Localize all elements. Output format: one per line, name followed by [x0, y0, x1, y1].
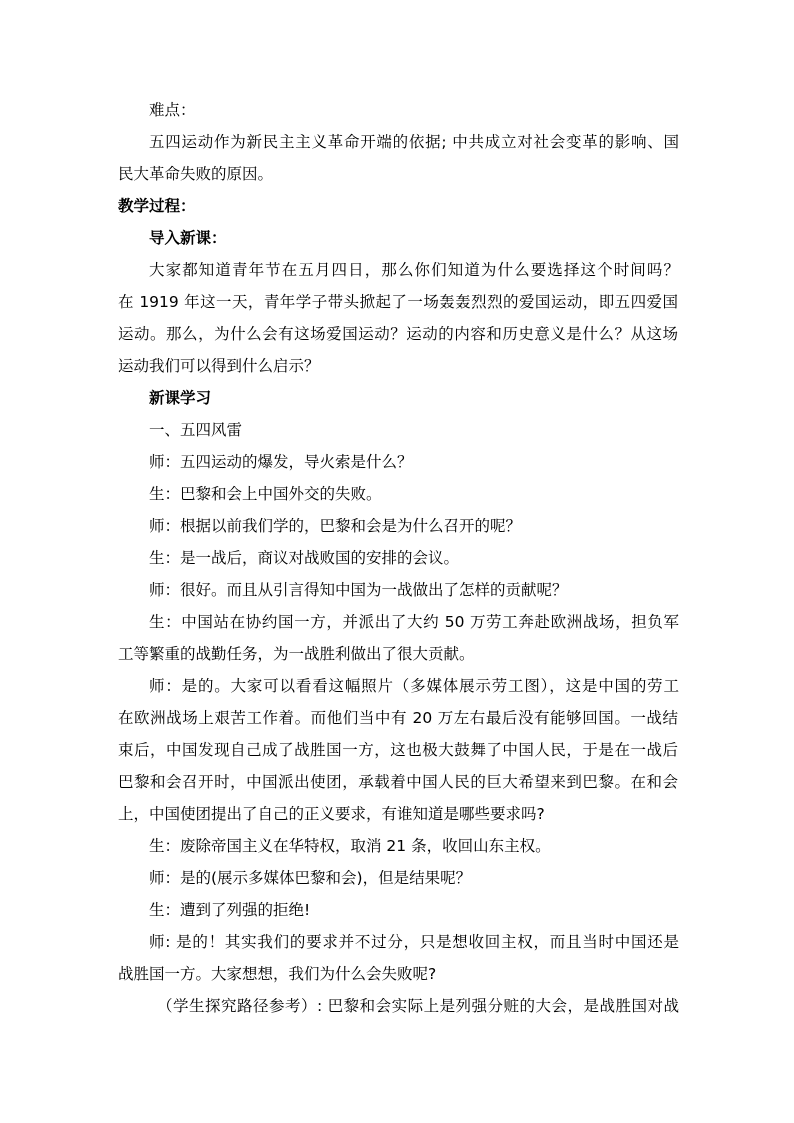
dialogue-line: 生：中国站在协约国一方，并派出了大约 50 万劳工奔赴欧洲战场，担负军: [149, 613, 679, 631]
paragraph-line: 运动我们可以得到什么启示？: [118, 357, 320, 375]
dialogue-line: 在欧洲战场上艰苦工作着。而他们当中有 20 万左右最后没有能够回国。一战结: [118, 709, 678, 727]
dialogue-line: 师：五四运动的爆发，导火索是什么？: [149, 453, 413, 471]
dialogue-line: 束后，中国发现自己成了战胜国一方，这也极大鼓舞了中国人民，于是在一战后: [118, 741, 678, 759]
section-heading: 一、五四风雷: [149, 421, 243, 439]
dialogue-line: 工等繁重的战勤任务，为一战胜利做出了很大贡献。: [118, 645, 475, 663]
paragraph-line: 在 1919 年这一天，青年学子带头掀起了一场轰轰烈烈的爱国运动，即五四爱国: [118, 293, 678, 311]
dialogue-line: 师：根据以前我们学的，巴黎和会是为什么召开的呢？: [149, 517, 522, 535]
paragraph-line: （学生探究路径参考）: 巴黎和会实际上是列强分赃的大会，是战胜国对战: [157, 997, 679, 1015]
paragraph-line: 五四运动作为新民主主义革命开端的依据; 中共成立对社会变革的影响、国: [149, 133, 679, 151]
dialogue-line: 生：废除帝国主义在华特权，取消 21 条，收回山东主权。: [149, 837, 551, 855]
dialogue-line: 战胜国一方。大家想想，我们为什么会失败呢?: [118, 965, 437, 983]
dialogue-line: 师：是的。大家可以看看这幅照片（多媒体展示劳工图），这是中国的劳工: [149, 677, 679, 695]
dialogue-line: 师：是的(展示多媒体巴黎和会)，但是结果呢？: [149, 869, 472, 887]
dialogue-line: 生：遭到了列强的拒绝!: [149, 901, 311, 919]
dialogue-line: 巴黎和会召开时，中国派出使团，承载着中国人民的巨大希望来到巴黎。在和会: [118, 773, 678, 791]
heading-difficulties: 难点：: [149, 101, 196, 119]
paragraph-line: 大家都知道青年节在五月四日，那么你们知道为什么要选择这个时间吗？: [149, 261, 679, 279]
dialogue-line: 上，中国使团提出了自己的正义要求，有谁知道是哪些要求吗?: [118, 805, 545, 823]
heading-introduction: 导入新课：: [149, 229, 227, 247]
dialogue-line: 师：很好。而且从引言得知中国为一战做出了怎样的贡献呢？: [149, 581, 568, 599]
heading-teaching-process: 教学过程：: [118, 197, 196, 215]
dialogue-line: 生：巴黎和会上中国外交的失败。: [149, 485, 382, 503]
dialogue-line: 师: 是的！其实我们的要求并不过分，只是想收回主权，而且当时中国还是: [149, 933, 679, 951]
heading-new-lesson: 新课学习: [149, 389, 212, 407]
paragraph-line: 民大革命失败的原因。: [118, 165, 274, 183]
dialogue-line: 生：是一战后，商议对战败国的安排的会议。: [149, 549, 460, 567]
paragraph-line: 运动。那么，为什么会有这场爱国运动？运动的内容和历史意义是什么？从这场: [118, 325, 678, 343]
